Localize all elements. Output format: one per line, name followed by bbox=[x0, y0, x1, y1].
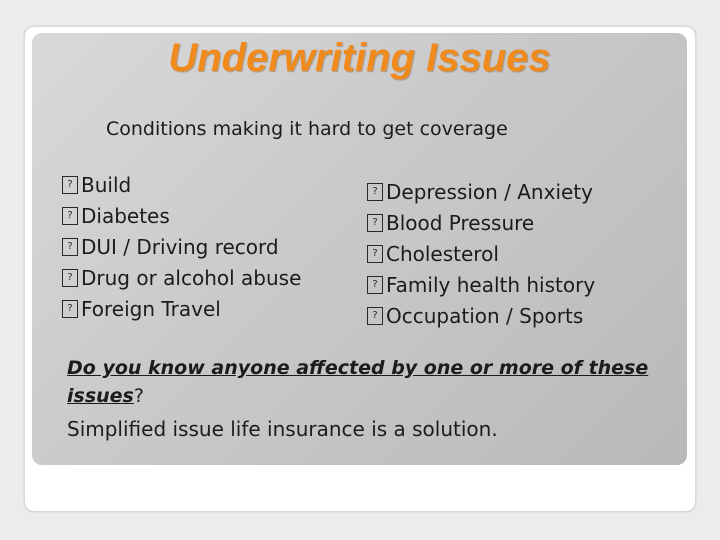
missing-glyph-bullet-icon bbox=[62, 269, 78, 287]
missing-glyph-bullet-icon bbox=[62, 176, 78, 194]
list-item bbox=[62, 263, 301, 294]
list-item bbox=[367, 208, 595, 239]
list-item-label: Depression / Anxiety bbox=[386, 180, 593, 204]
list-item bbox=[62, 232, 301, 263]
list-item bbox=[367, 270, 595, 301]
list-item-label: Build bbox=[81, 173, 132, 197]
question-text bbox=[67, 354, 667, 410]
missing-glyph-bullet-icon bbox=[367, 214, 383, 232]
list-item-label: Occupation / Sports bbox=[386, 304, 584, 328]
slide-title: Underwriting Issues bbox=[168, 36, 551, 80]
list-item-label: DUI / Driving record bbox=[81, 235, 279, 259]
list-item bbox=[367, 239, 595, 270]
missing-glyph-bullet-icon bbox=[62, 238, 78, 256]
missing-glyph-bullet-icon bbox=[62, 300, 78, 318]
list-item-label: Drug or alcohol abuse bbox=[81, 266, 302, 290]
list-item-label: Cholesterol bbox=[386, 242, 499, 266]
question-mark: ? bbox=[133, 385, 144, 407]
list-item bbox=[62, 170, 301, 201]
list-item bbox=[367, 177, 595, 208]
solution-text: Simplified issue life insurance is a solution. bbox=[67, 417, 498, 441]
list-item-label: Foreign Travel bbox=[81, 297, 221, 321]
slide-subtitle: Conditions making it hard to get coverage bbox=[106, 118, 508, 140]
list-item-label: Family health history bbox=[386, 273, 596, 297]
list-item bbox=[62, 201, 301, 232]
missing-glyph-bullet-icon bbox=[367, 245, 383, 263]
list-item bbox=[62, 294, 301, 325]
question-underlined: Do you know anyone affected by one or more of these issues bbox=[67, 357, 649, 407]
left-condition-list bbox=[62, 170, 301, 325]
missing-glyph-bullet-icon bbox=[367, 276, 383, 294]
missing-glyph-bullet-icon bbox=[367, 183, 383, 201]
missing-glyph-bullet-icon bbox=[62, 207, 78, 225]
list-item-label: Diabetes bbox=[81, 204, 170, 228]
missing-glyph-bullet-icon bbox=[367, 307, 383, 325]
list-item-label: Blood Pressure bbox=[386, 211, 535, 235]
list-item bbox=[367, 301, 595, 332]
right-condition-list bbox=[367, 177, 595, 332]
